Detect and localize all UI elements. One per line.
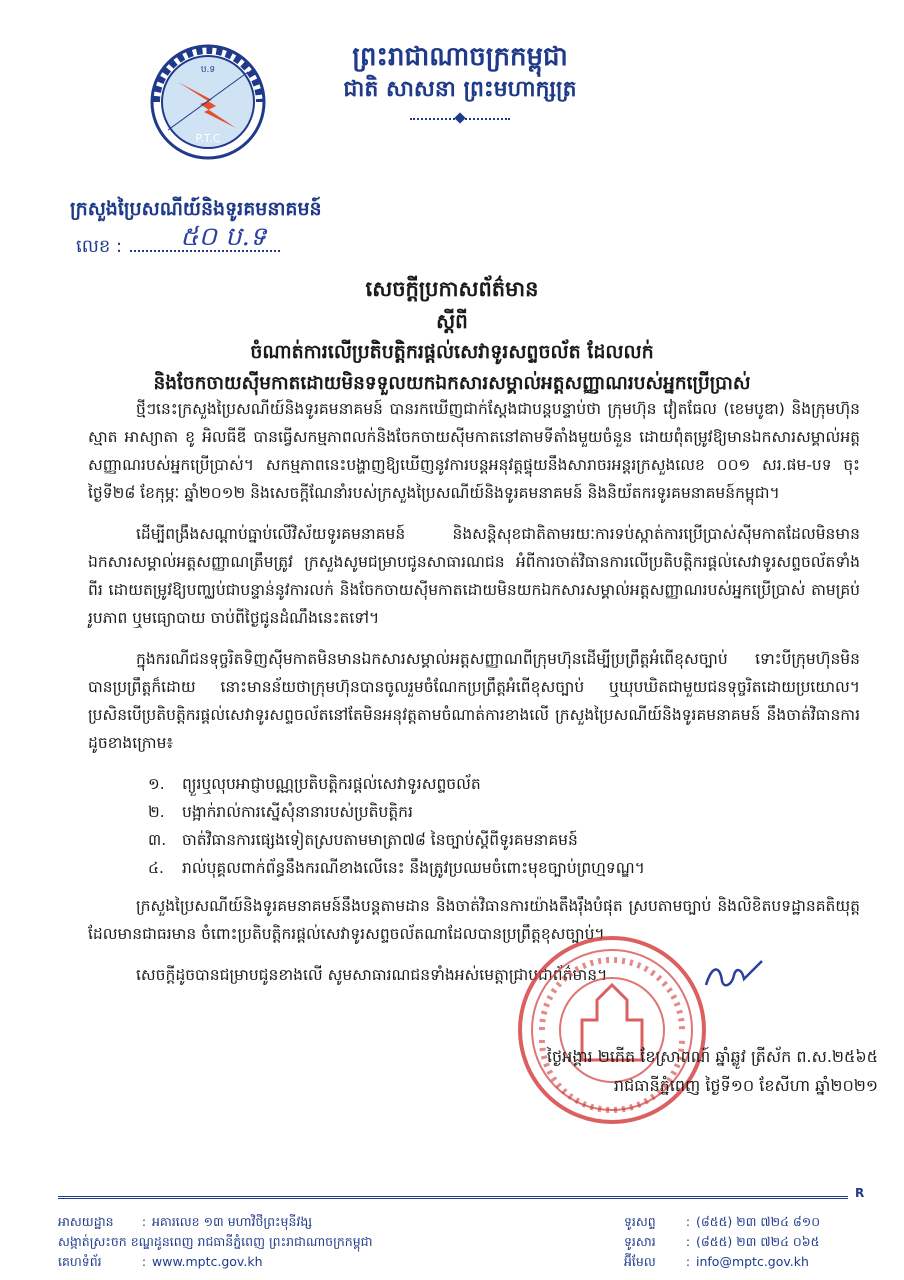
title-line-2: ស្ដីពី [436, 309, 468, 333]
website-link[interactable]: www.mptc.gov.kh [152, 1254, 263, 1269]
footer-contacts [624, 1212, 864, 1272]
reference-number [76, 222, 280, 261]
solar-date: រាជធានីភ្នំពេញ ថ្ងៃទី១០ ខែសីហា ឆ្នាំ២០២១ [613, 1076, 878, 1095]
paragraph-4: ក្រសួងប្រៃសណីយ៍និងទូរគមនាគមន៍នឹងបន្តតាមដាន និងចាត់វិធានការយ៉ាងតឹងរ៉ឹងបំផុត ស្របតាមច្បាប់ និងលិខិតបទដ្ឋានគតិយុត្តដែលមានជាធរមាន ចំពោះប្រតិបត្តិករផ្ដល់សេវាទូរសព្ទចល័តណាដែលបានប្រព្រឹត្តខុសច្បាប់។ [88, 897, 860, 943]
list-item: ៣. ចាត់វិធានការផ្សេងទៀតស្របតាមមាត្រា៧៨ នៃច្បាប់ស្ដីពីទូរគមនាគមន៍ [148, 831, 578, 849]
national-motto: ជាតិ សាសនា ព្រះមហាក្សត្រ [343, 76, 577, 102]
date-block [478, 1042, 878, 1100]
ministry-name: ក្រសួងប្រៃសណីយ៍និងទូរគមនាគមន៍ [70, 198, 322, 220]
logo-top-text: ប.ទ [200, 65, 216, 75]
title-line-3: ចំណាត់ការលើប្រតិបត្តិករផ្ដល់សេវាទូរសព្ទចល័ត ដែលលក់ [250, 341, 654, 363]
footer-mark: R [855, 1186, 865, 1200]
official-seal-icon [512, 930, 712, 1130]
kingdom-header [300, 40, 620, 130]
kingdom-title: ព្រះរាជាណាចក្រកម្ពុជា [352, 42, 568, 72]
footer-row: អាសយដ្ឋាន : អគារលេខ ១៣ មហាវិថីព្រះមុនីវង្ស [58, 1214, 313, 1229]
list-item: ២. បង្អាក់រាល់ការស្នើសុំនានារបស់ប្រតិបត្តិករ [148, 803, 413, 821]
ref-handwritten: ៥០ ប.ទ [180, 222, 267, 252]
footer-row: ទូរសព្ទ : (៨៥៥) ២៣ ៧២៤ ៨១០ [624, 1212, 864, 1232]
announcement-title [60, 272, 844, 400]
footer-row: ទូរសារ : (៨៥៥) ២៣ ៧២៤ ០៦៥ [624, 1232, 864, 1252]
ornament-divider [410, 118, 510, 130]
email-link[interactable]: info@mptc.gov.kh [696, 1254, 809, 1269]
title-line-4: និងចែកចាយស៊ីមកាតដោយមិនទទួលយកឯកសារសម្គាល់អត្តសញ្ញាណរបស់អ្នកប្រើប្រាស់ [153, 373, 751, 394]
measures-list [88, 770, 860, 882]
paragraph-5: សេចក្ដីដូចបានជម្រាបជូនខាងលើ សូមសាធារណជនទាំងអស់មេត្តាជ្រាបជាព័ត៌មាន។ [136, 966, 608, 984]
paragraph-2: ដើម្បីពង្រឹងសណ្ដាប់ធ្នាប់លើវិស័យទូរគមនាគមន៍ និងសន្តិសុខជាតិតាមរយៈការទប់ស្កាត់ការប្រើប្រាស់ស៊ីមកាតដែលមិនមានឯកសារសម្គាល់អត្តសញ្ញាណត្រឹមត្រូវ ក្រសួងសូមជម្រាបជូនសាធារណជន អំពីការចាត់វិធានការលើប្រតិបត្តិករផ្ដល់សេវាទូរសព្ទចល័តទាំងពីរ ដោយតម្រូវឱ្យបញ្ឈប់ជាបន្ទាន់នូវការលក់ និងចែកចាយស៊ីមកាតដោយមិនយកឯកសារសម្គាល់អត្តសញ្ញាណរបស់អ្នកប្រើប្រាស់ តាមគ្រប់រូបភាព ឬមធ្យោបាយ ចាប់ពីថ្ងៃជូនដំណឹងនេះតទៅ។ [88, 525, 860, 627]
ref-label: លេខ : [76, 236, 123, 257]
footer-address [58, 1212, 538, 1272]
lunar-date: ថ្ងៃអង្គារ ២កើត ខែស្រាពណ៍ ឆ្នាំឆ្លូវ ត្រីស័ក ព.ស.២៥៦៥ [546, 1047, 878, 1066]
logo-bottom-text: P.T.C [195, 132, 221, 145]
fax-number: (៨៥៥) ២៣ ៧២៤ ០៦៥ [696, 1234, 820, 1249]
footer-row: សង្កាត់ស្រះចក ខណ្ឌដូនពេញ រាជធានីភ្នំពេញ ព្រះរាជាណាចក្រកម្ពុជា [58, 1234, 373, 1249]
list-item: ៤. រាល់បុគ្គលពាក់ព័ន្ធនឹងករណីខាងលើនេះ នឹងត្រូវប្រឈមចំពោះមុខច្បាប់ព្រហ្មទណ្ឌ។ [148, 859, 645, 877]
phone-number: (៨៥៥) ២៣ ៧២៤ ៨១០ [696, 1214, 821, 1229]
footer-row: គេហទំព័រ : www.mptc.gov.kh [58, 1252, 538, 1272]
footer-divider [58, 1196, 848, 1199]
list-item: ១. ព្យួរឬលុបអាជ្ញាបណ្ណប្រតិបត្តិករផ្ដល់សេវាទូរសព្ទចល័ត [148, 775, 481, 793]
signature-icon [702, 955, 772, 995]
announcement-body [88, 395, 860, 1002]
paragraph-3: ក្នុងករណីជនទុច្ចរិតទិញស៊ីមកាតមិនមានឯកសារសម្គាល់អត្តសញ្ញាណពីក្រុមហ៊ុនដើម្បីប្រព្រឹត្តអំពើខុសច្បាប់ ទោះបីក្រុមហ៊ុនមិនបានប្រព្រឹត្តក៏ដោយ នោះមានន័យថាក្រុមហ៊ុនបានចូលរួមចំណែកប្រព្រឹត្តអំពើខុសច្បាប់ ឬឃុបឃិតជាមួយជនទុច្ចរិតដោយប្រយោល។ ប្រសិនបើប្រតិបត្តិករផ្ដល់សេវាទូរសព្ទចល័តនៅតែមិនអនុវត្តតាមចំណាត់ការខាងលើ ក្រសួងប្រៃសណីយ៍និងទូរគមនាគមន៍ នឹងចាត់វិធានការដូចខាងក្រោម៖ [88, 650, 860, 752]
title-line-1: សេចក្ដីប្រកាសព័ត៌មាន [365, 276, 539, 301]
paragraph-1: ថ្មីៗនេះក្រសួងប្រៃសណីយ៍និងទូរគមនាគមន៍ បានរកឃើញជាក់ស្ដែងជាបន្តបន្ទាប់ថា ក្រុមហ៊ុន វៀតធែល (ខេមបូឌា) និងក្រុមហ៊ុន ស្មាត អាស្យាតា ខូ អិលធីឌី បានធ្វើសកម្មភាពលក់និងចែកចាយស៊ីមកាតនៅតាមទីតាំងមួយចំនួន ដោយពុំតម្រូវឱ្យមានឯកសារសម្គាល់អត្តសញ្ញាណរបស់អ្នកប្រើប្រាស់។ សកម្មភាពនេះបង្ហាញឱ្យឃើញនូវការបន្តអនុវត្តផ្ទុយនឹងសារាចរអន្តរក្រសួងលេខ ០០១ សរ.ផម-បទ ចុះថ្ងៃទី២៨ ខែកុម្ភៈ ឆ្នាំ២០១២ និងសេចក្ដីណែនាំរបស់ក្រសួងប្រៃសណីយ៍និងទូរគមនាគមន៍ និងនិយ័តករទូរគមនាគមន៍កម្ពុជា។ [88, 400, 860, 502]
ministry-logo-icon [148, 42, 268, 162]
footer-row: អ៊ីមែល : info@mptc.gov.kh [624, 1252, 864, 1272]
ref-dotted-line [130, 222, 280, 252]
